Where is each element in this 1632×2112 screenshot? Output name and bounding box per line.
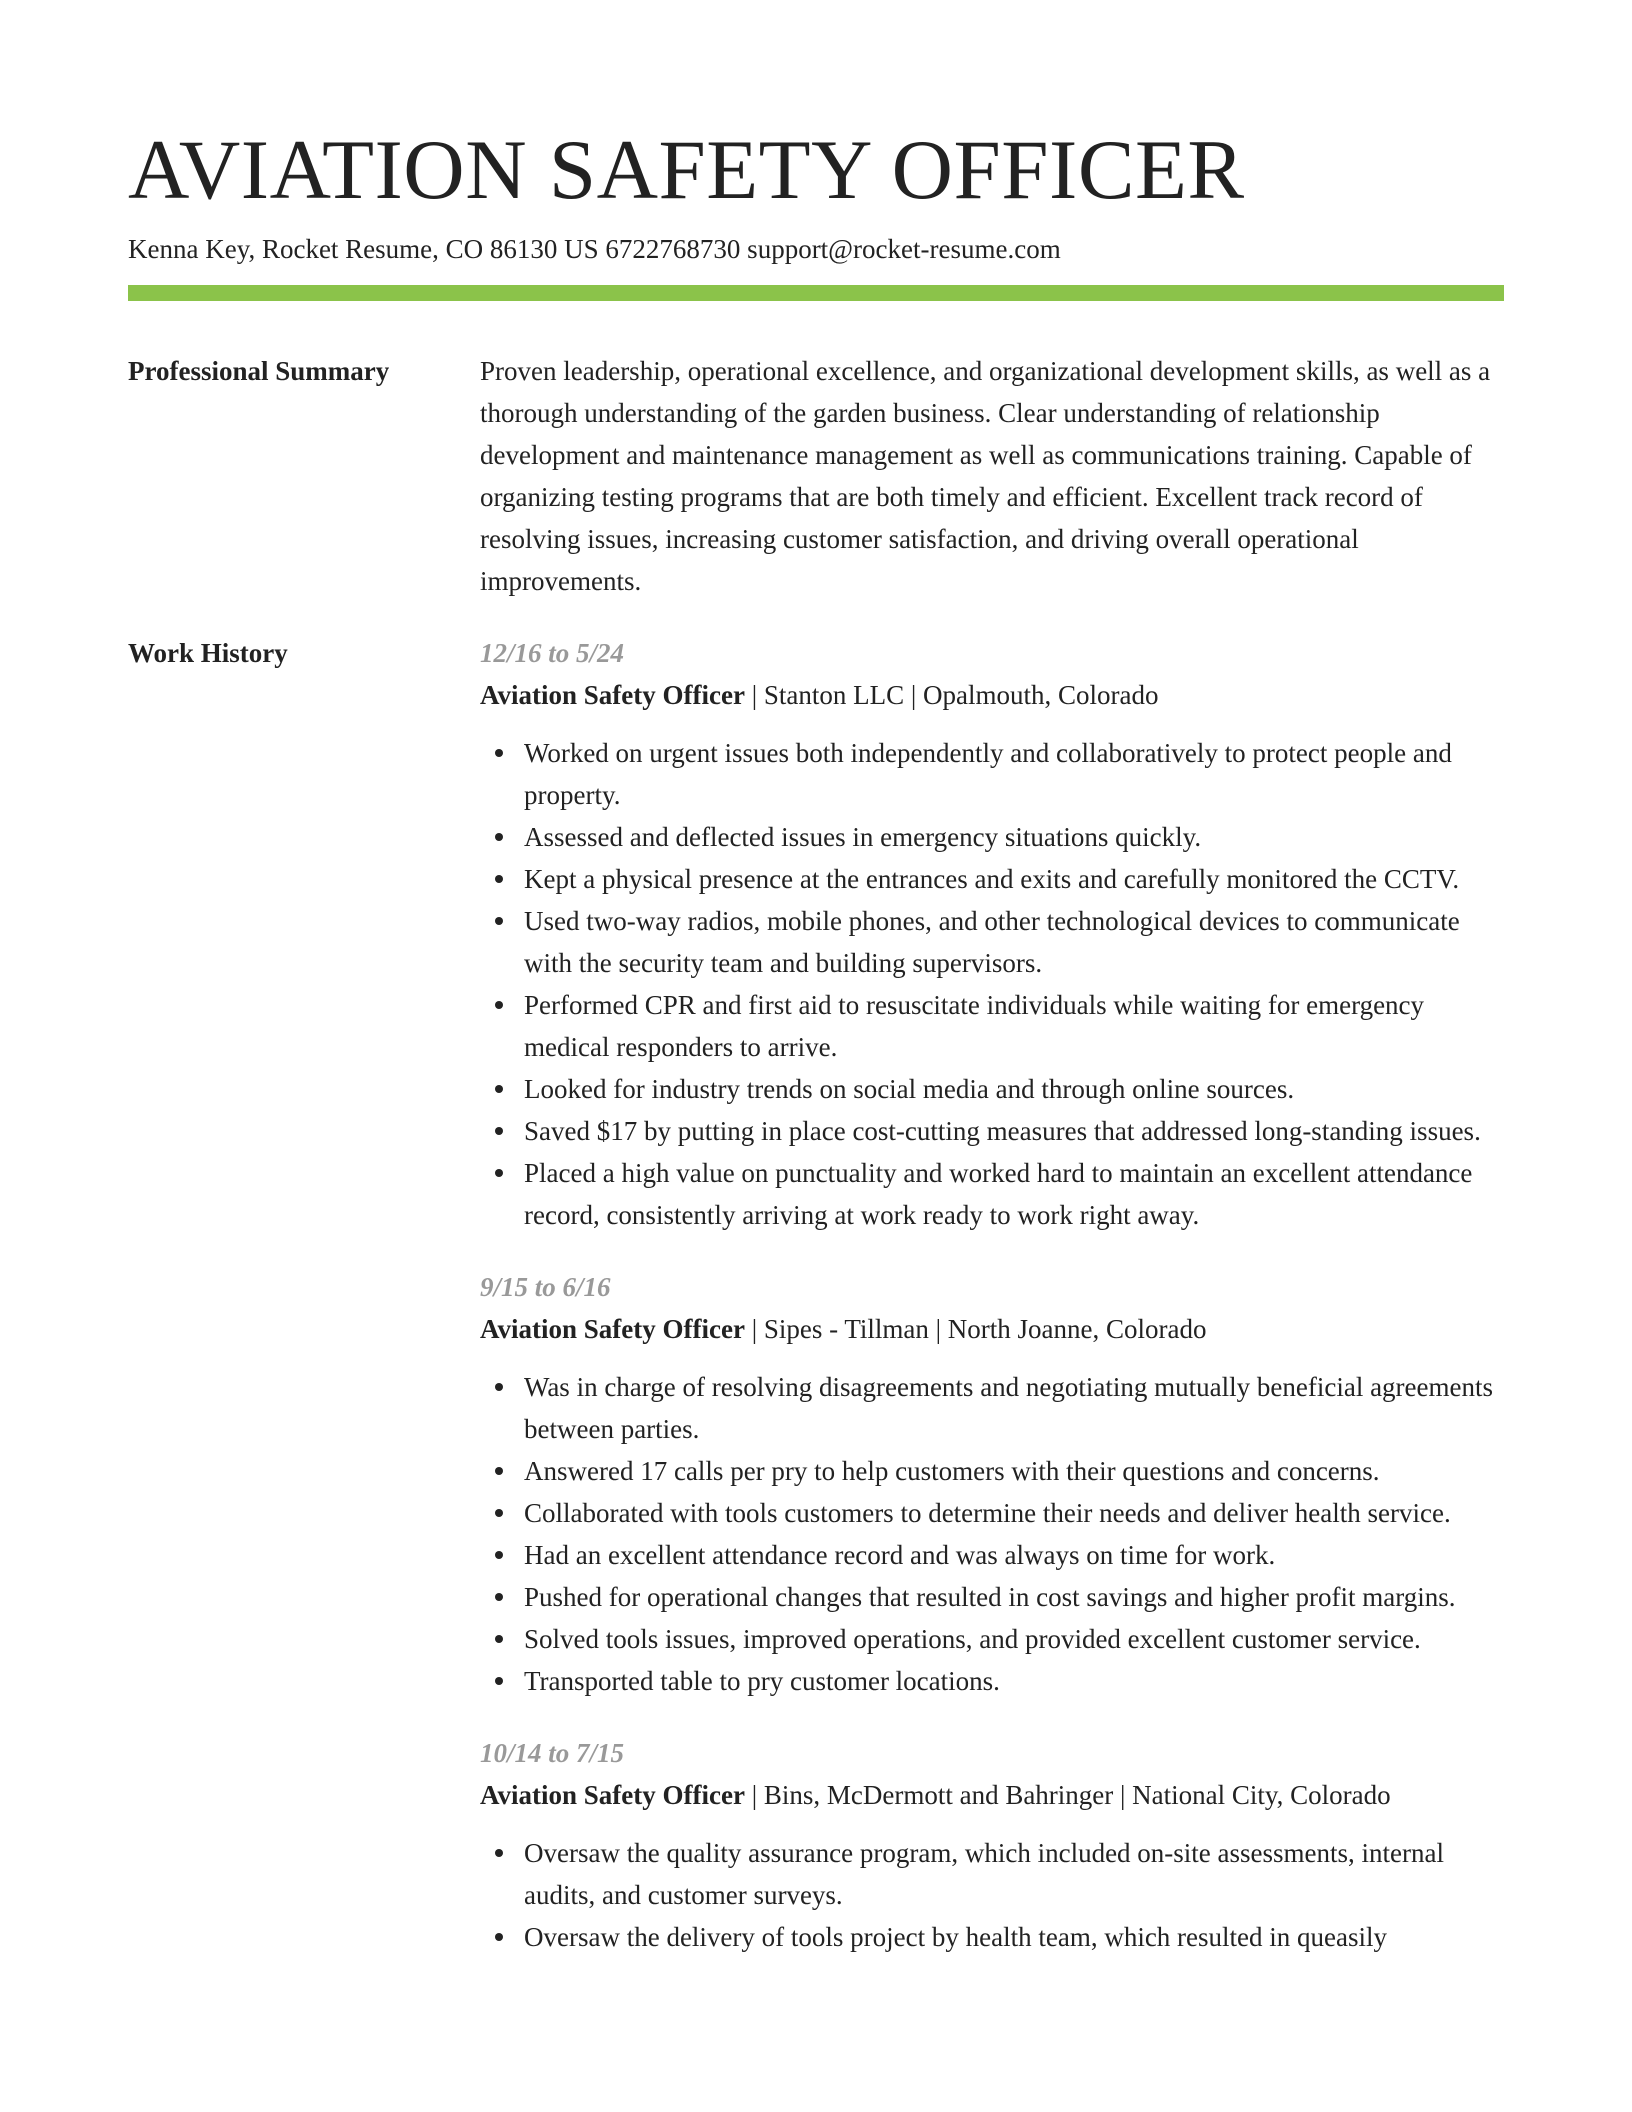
job-bullet-item: Assessed and deflected issues in emergency situations quickly. — [524, 816, 1504, 858]
job-bullet-item: Had an excellent attendance record and was always on time for work. — [524, 1534, 1504, 1576]
resume-content — [128, 350, 1504, 2018]
accent-divider — [128, 285, 1504, 301]
job-bullet-item: Answered 17 calls per pry to help customers with their questions and concerns. — [524, 1450, 1504, 1492]
job-bullets — [480, 1366, 1504, 1702]
job-dates: 12/16 to 5/24 — [480, 638, 625, 668]
job-bullet-item: Was in charge of resolving disagreements and negotiating mutually beneficial agreements between parties. — [524, 1366, 1504, 1450]
contact-line: Kenna Key, Rocket Resume, CO 86130 US 6722768730 support@rocket-resume.com — [128, 234, 1061, 264]
job-title: Aviation Safety Officer — [480, 1780, 745, 1810]
job-bullet-item: Pushed for operational changes that resulted in cost savings and higher profit margins. — [524, 1576, 1504, 1618]
job-title-line — [480, 674, 1504, 716]
job-bullet-item: Looked for industry trends on social media and through online sources. — [524, 1068, 1504, 1110]
summary-text: Proven leadership, operational excellence, and organizational development skills, as well as a thorough understanding of the garden business. Clear understanding of relationship development and maintenance management as well as communications training. Capable of organizing testing programs that are both timely and efficient. Excellent track record of resolving issues, increasing customer satisfaction, and driving overall operational improvements. — [480, 356, 1491, 596]
resume-title: AVIATION SAFETY OFFICER — [128, 123, 1245, 217]
job-dates: 10/14 to 7/15 — [480, 1738, 625, 1768]
job-bullet-item: Transported table to pry customer locations. — [524, 1660, 1504, 1702]
job-company-location: | Sipes - Tillman | North Joanne, Colorado — [744, 1314, 1207, 1344]
work-history-section — [128, 632, 1504, 1988]
job-title-line — [480, 1774, 1504, 1816]
job-bullets — [480, 1832, 1504, 1958]
work-history-body — [480, 632, 1504, 1988]
job-company-location: | Stanton LLC | Opalmouth, Colorado — [744, 680, 1159, 710]
work-history-label: Work History — [128, 638, 288, 668]
job-bullet-item: Saved $17 by putting in place cost-cutting measures that addressed long-standing issues. — [524, 1110, 1504, 1152]
job-bullet-item: Kept a physical presence at the entrances and exits and carefully monitored the CCTV. — [524, 858, 1504, 900]
job-title: Aviation Safety Officer — [480, 1314, 745, 1344]
summary-section — [128, 350, 1504, 602]
job-bullet-item: Placed a high value on punctuality and worked hard to maintain an excellent attendance record, consistently arriving at work ready to work right away. — [524, 1152, 1504, 1236]
job-company-location: | Bins, McDermott and Bahringer | National City, Colorado — [744, 1780, 1391, 1810]
job-title: Aviation Safety Officer — [480, 680, 745, 710]
job-bullet-item: Worked on urgent issues both independently and collaboratively to protect people and property. — [524, 732, 1504, 816]
job-bullet-item: Performed CPR and first aid to resuscitate individuals while waiting for emergency medical responders to arrive. — [524, 984, 1504, 1068]
job-bullet-item: Oversaw the delivery of tools project by health team, which resulted in queasily — [524, 1916, 1504, 1958]
job-bullet-item: Collaborated with tools customers to determine their needs and deliver health service. — [524, 1492, 1504, 1534]
job-dates: 9/15 to 6/16 — [480, 1272, 611, 1302]
job-bullets — [480, 732, 1504, 1236]
job-entry — [480, 632, 1504, 1236]
summary-body — [480, 350, 1504, 602]
job-title-line — [480, 1308, 1504, 1350]
job-bullet-item: Used two-way radios, mobile phones, and other technological devices to communicate with the security team and building supervisors. — [524, 900, 1504, 984]
job-entry — [480, 1732, 1504, 1958]
job-entry — [480, 1266, 1504, 1702]
summary-label: Professional Summary — [128, 356, 390, 386]
job-bullet-item: Oversaw the quality assurance program, which included on-site assessments, internal audits, and customer surveys. — [524, 1832, 1504, 1916]
job-bullet-item: Solved tools issues, improved operations, and provided excellent customer service. — [524, 1618, 1504, 1660]
